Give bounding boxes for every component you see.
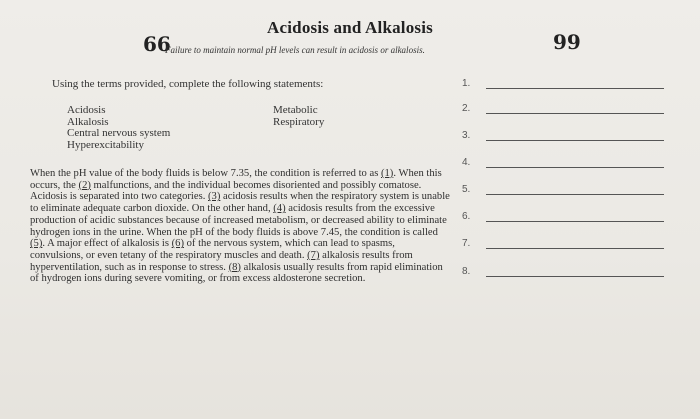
term-item: Respiratory	[273, 115, 325, 128]
answer-row	[458, 238, 678, 254]
answer-number: 1.	[462, 78, 471, 89]
answer-number: 3.	[462, 130, 471, 141]
close-quote-mark: 99	[553, 30, 581, 54]
answer-row	[458, 157, 678, 173]
answer-line-3[interactable]	[486, 140, 664, 141]
answer-number: 6.	[462, 211, 471, 222]
answer-row	[458, 211, 678, 227]
quote-text: Failure to maintain normal pH levels can result in acidosis or alkalosis.	[165, 45, 425, 55]
answer-line-8[interactable]	[486, 276, 664, 277]
blank-6: (6)	[171, 238, 184, 250]
open-quote-mark: 66	[143, 32, 171, 56]
passage-segment: . When this occurs, the	[30, 168, 442, 191]
passage-segment: acidosis results when the respiratory system is unable to eliminate adequate carbon dioxide. On the other hand,	[30, 191, 450, 215]
answer-number: 8.	[462, 266, 471, 277]
term-item: Alkalosis	[67, 115, 109, 128]
blank-2: (2)	[78, 179, 91, 191]
page-title: Acidosis and Alkalosis	[267, 18, 433, 37]
passage-segment: When the pH value of the body fluids is below 7.35, the condition is referred to as	[30, 168, 381, 179]
answer-row	[458, 184, 678, 200]
passage-segment: . A major effect of alkalosis is	[42, 238, 172, 250]
answer-number: 4.	[462, 157, 471, 168]
answer-line-7[interactable]	[486, 248, 664, 249]
terms-column-1	[67, 105, 170, 151]
term-item: Metabolic	[273, 104, 318, 116]
passage-segment: acidosis results from the excessive production of acidic substances because of increased metabolism, or decreased ability to eliminate hydrogen ions in the urine. When the pH of the body fluids is above 7.45, the condition is called	[30, 203, 447, 238]
answer-number: 2.	[462, 103, 471, 114]
instructions: Using the terms provided, complete the following statements:	[52, 78, 324, 90]
terms-column-2	[273, 105, 324, 128]
answer-line-4[interactable]	[486, 167, 664, 168]
blank-4: (4)	[273, 203, 286, 215]
answer-row	[458, 266, 678, 282]
blank-1: (1)	[380, 168, 394, 179]
blank-8: (8)	[228, 261, 241, 273]
passage-segment: alkalosis results from hyperventilation, such as in response to stress.	[30, 249, 413, 273]
passage-segment: of the nervous system, which can lead to spasms, convulsions, or even tetany of the respiratory muscles and death.	[30, 238, 395, 261]
term-item: Acidosis	[67, 104, 106, 116]
answer-number: 5.	[462, 184, 471, 195]
answer-row	[458, 103, 678, 119]
passage-segment: malfunctions, and the individual becomes disoriented and possibly comatose. Acidosis is separated into two categories.	[30, 179, 422, 203]
answer-number: 7.	[462, 238, 471, 249]
answer-row	[458, 130, 678, 146]
answer-line-5[interactable]	[486, 194, 664, 195]
blank-3: (3)	[208, 191, 221, 203]
passage-text	[30, 168, 450, 285]
blank-7: (7)	[307, 249, 320, 261]
term-item: Hyperexcitability	[67, 138, 144, 151]
blank-5: (5)	[30, 238, 43, 250]
answer-row	[458, 78, 678, 94]
term-item: Central nervous system	[67, 127, 171, 139]
answer-line-6[interactable]	[486, 221, 664, 222]
answer-line-2[interactable]	[486, 113, 664, 114]
answer-line-1[interactable]	[486, 88, 664, 89]
passage-segment: alkalosis usually results from rapid elimination of hydrogen ions during severe vomiting, or from excess aldosterone secretion.	[30, 261, 443, 285]
